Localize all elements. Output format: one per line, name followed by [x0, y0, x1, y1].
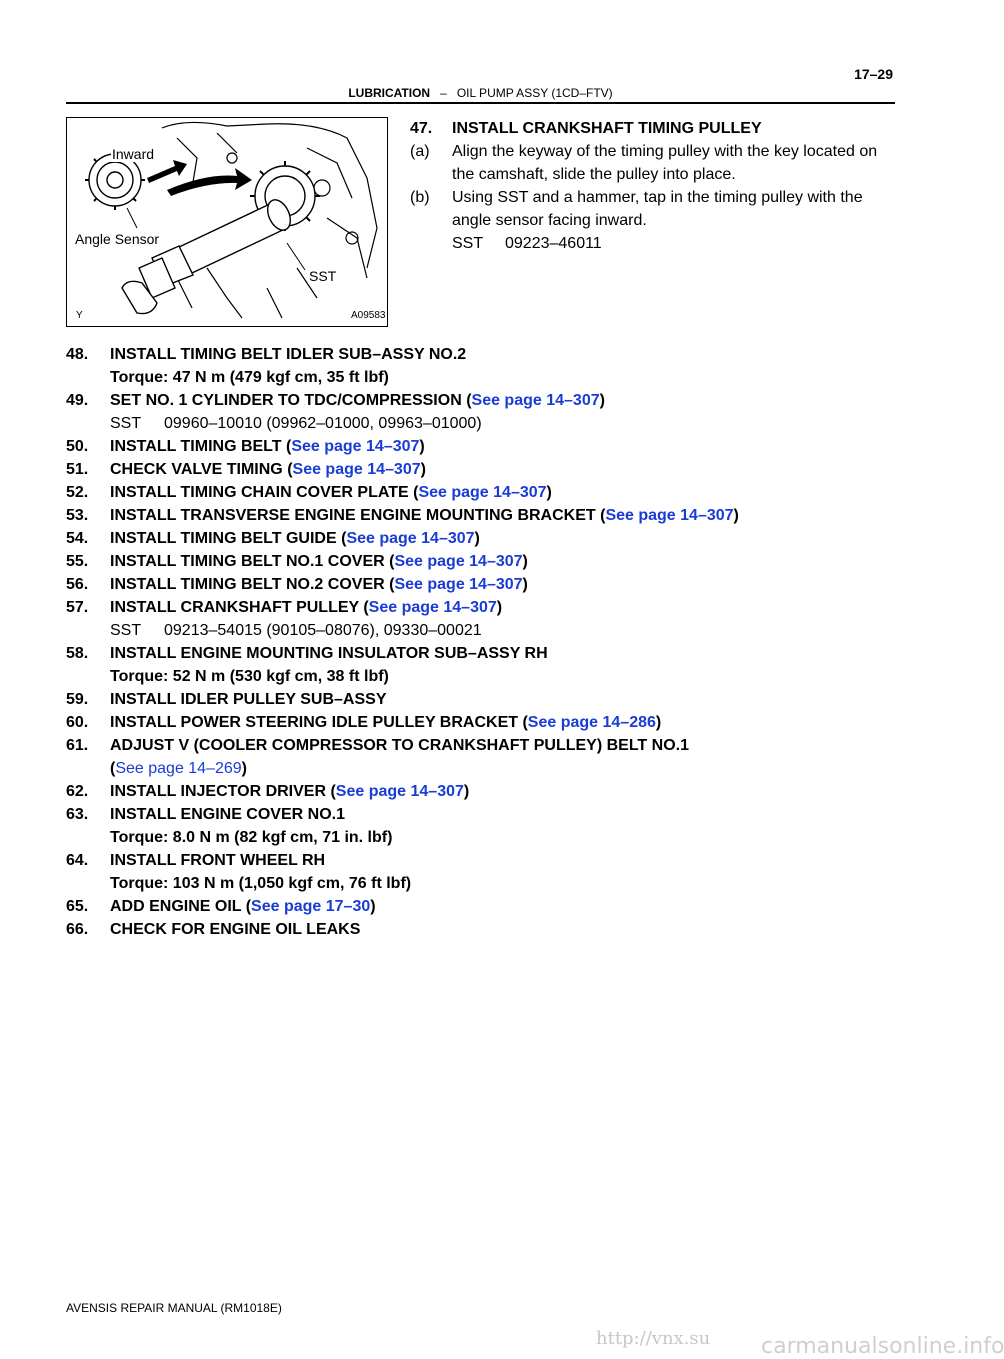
step-number: 48. [66, 346, 89, 363]
step-number: 53. [66, 507, 89, 524]
sst-line [110, 619, 896, 642]
torque-spec: Torque: 47 N m (479 kgf cm, 35 ft lbf) [110, 369, 389, 386]
label-angle-sensor: Angle Sensor [75, 231, 160, 247]
torque-spec: Torque: 8.0 N m (82 kgf cm, 71 in. lbf) [110, 829, 393, 846]
step-number: 57. [66, 599, 89, 616]
page-reference-link[interactable]: See page 14–307 [346, 530, 475, 547]
step-number: 59. [66, 691, 89, 708]
step-number: 58. [66, 645, 89, 662]
step-item [66, 803, 896, 849]
header-subsection: OIL PUMP ASSY (1CD–FTV) [456, 86, 613, 100]
step-item [66, 435, 896, 458]
sst-label: SST [110, 622, 142, 639]
sst-label: SST [110, 415, 142, 432]
step-number: 52. [66, 484, 89, 501]
watermark-carmanuals: carmanualsonline.info [761, 1334, 1004, 1359]
step-title: SET NO. 1 CYLINDER TO TDC/COMPRESSION (See page 14–307) [110, 392, 605, 409]
step-47b [410, 186, 900, 232]
step-title: INSTALL INJECTOR DRIVER (See page 14–307) [110, 783, 470, 800]
step-number: 54. [66, 530, 89, 547]
step-number: 61. [66, 737, 89, 754]
step-item [66, 481, 896, 504]
illustration [66, 117, 388, 327]
step-47-title: 47. INSTALL CRANKSHAFT TIMING PULLEY [410, 117, 900, 140]
sst-value: 09223–46011 [505, 235, 602, 252]
step-title: ADJUST V (COOLER COMPRESSOR TO CRANKSHAFT PULLEY) BELT NO.1 [110, 737, 689, 754]
page-reference-link[interactable]: See page 14–286 [527, 714, 656, 731]
step-number: 51. [66, 461, 89, 478]
step-number: 47. [410, 120, 433, 137]
step-item [66, 389, 896, 435]
page-reference-link[interactable]: See page 14–269 [115, 760, 242, 777]
step-title: INSTALL TRANSVERSE ENGINE ENGINE MOUNTING BRACKET (See page 14–307) [110, 507, 739, 524]
step-title: INSTALL TIMING BELT (See page 14–307) [110, 438, 425, 455]
sst-line [110, 412, 896, 435]
sub-step-label: (b) [410, 189, 430, 206]
step-number: 63. [66, 806, 89, 823]
step-item [66, 780, 896, 803]
header-section: LUBRICATION [348, 86, 431, 100]
step-item [66, 596, 896, 642]
step-number: 60. [66, 714, 89, 731]
step-item [66, 688, 896, 711]
footer: AVENSIS REPAIR MANUAL (RM1018E) [66, 1301, 282, 1315]
sst-value: 09960–10010 (09962–01000, 09963–01000) [164, 415, 482, 432]
step-item [66, 734, 896, 780]
step-item [66, 849, 896, 895]
sst-value: 09213–54015 (90105–08076), 09330–00021 [164, 622, 482, 639]
step-47 [410, 117, 900, 255]
step-title: INSTALL TIMING BELT GUIDE (See page 14–307) [110, 530, 480, 547]
page-reference-link[interactable]: See page 14–307 [292, 461, 421, 478]
step-47-sst [410, 232, 900, 255]
page-header [66, 66, 895, 104]
watermark-vnx: http://vnx.su [596, 1328, 711, 1349]
step-number: 50. [66, 438, 89, 455]
step-number: 49. [66, 392, 89, 409]
page-reference-link[interactable]: See page 14–307 [471, 392, 600, 409]
step-title: INSTALL TIMING BELT NO.1 COVER (See page 14–307) [110, 553, 528, 570]
torque-spec: Torque: 103 N m (1,050 kgf cm, 76 ft lbf) [110, 875, 412, 892]
step-47a [410, 140, 900, 186]
page-reference-link[interactable]: See page 14–307 [394, 576, 523, 593]
page-reference-link[interactable]: See page 14–307 [335, 783, 464, 800]
step-number: 55. [66, 553, 89, 570]
step-title: INSTALL ENGINE COVER NO.1 [110, 806, 345, 823]
step-title: INSTALL POWER STEERING IDLE PULLEY BRACKET (See page 14–286) [110, 714, 662, 731]
step-number: 62. [66, 783, 89, 800]
page-number: 17–29 [854, 66, 893, 82]
step-title: INSTALL FRONT WHEEL RH [110, 852, 326, 869]
torque-spec: Torque: 52 N m (530 kgf cm, 38 ft lbf) [110, 668, 389, 685]
step-item [66, 711, 896, 734]
step-item [66, 573, 896, 596]
step-title: INSTALL CRANKSHAFT PULLEY (See page 14–307) [110, 599, 503, 616]
step-number: 64. [66, 852, 89, 869]
step-item [66, 527, 896, 550]
sub-step-text: Using SST and a hammer, tap in the timing pulley with the angle sensor facing inward. [452, 189, 863, 229]
step-item [66, 504, 896, 527]
sub-step-label: (a) [410, 143, 430, 160]
step-title: CHECK FOR ENGINE OIL LEAKS [110, 921, 361, 938]
page-reference-link[interactable]: See page 14–307 [394, 553, 523, 570]
step-title: INSTALL IDLER PULLEY SUB–ASSY [110, 691, 387, 708]
step-number: 66. [66, 921, 89, 938]
page-reference-link[interactable]: See page 14–307 [291, 438, 420, 455]
page-reference-link[interactable]: See page 14–307 [605, 507, 734, 524]
step-title: INSTALL TIMING CHAIN COVER PLATE (See page 14–307) [110, 484, 552, 501]
step-number: 65. [66, 898, 89, 915]
step-item [66, 458, 896, 481]
page-reference-link[interactable]: See page 14–307 [418, 484, 547, 501]
header-title [66, 86, 895, 100]
step-item [66, 343, 896, 389]
step-title: INSTALL TIMING BELT NO.2 COVER (See page 14–307) [110, 576, 528, 593]
sst-label: SST [452, 235, 484, 252]
step-title: CHECK VALVE TIMING (See page 14–307) [110, 461, 426, 478]
page-reference-link[interactable]: See page 17–30 [251, 898, 371, 915]
figure-code: A09583 [351, 310, 386, 321]
label-sst: SST [309, 268, 337, 284]
label-inward: Inward [112, 146, 155, 162]
header-dash: – [440, 86, 447, 100]
sub-step-text: Align the keyway of the timing pulley with the key located on the camshaft, slide the pulley into place. [452, 143, 878, 183]
step-title: INSTALL TIMING BELT IDLER SUB–ASSY NO.2 [110, 346, 467, 363]
step-item [66, 642, 896, 688]
step-number: 56. [66, 576, 89, 593]
step-item [66, 895, 896, 918]
figure-corner-mark: Y [76, 310, 83, 321]
page-reference-line: (See page 14–269) [110, 760, 247, 777]
step-list [66, 343, 896, 941]
step-title: INSTALL ENGINE MOUNTING INSULATOR SUB–ASSY RH [110, 645, 548, 662]
page-reference-link[interactable]: See page 14–307 [368, 599, 497, 616]
step-item [66, 918, 896, 941]
step-title: ADD ENGINE OIL (See page 17–30) [110, 898, 376, 915]
step-item [66, 550, 896, 573]
